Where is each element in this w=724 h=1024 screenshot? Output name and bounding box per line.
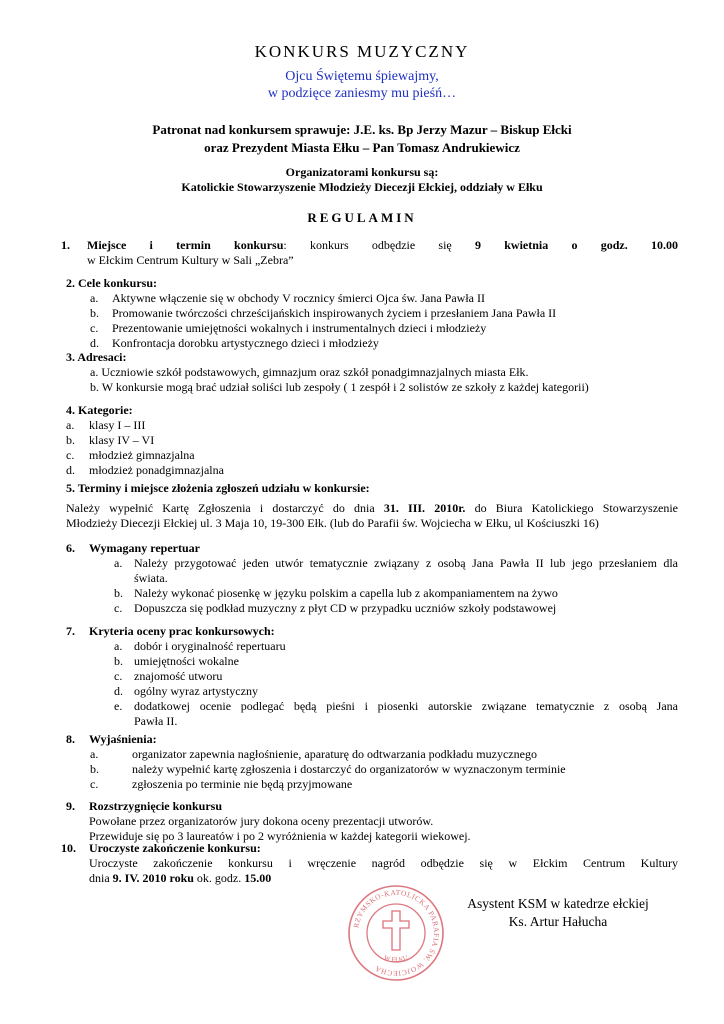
section-10-heading: Uroczyste zakończenie konkursu: xyxy=(89,841,261,855)
list-item-letter: c. xyxy=(66,448,75,462)
organizers-label: Organizatorami konkursu są: xyxy=(285,165,439,179)
list-item-letter: a. xyxy=(90,747,99,761)
section-5-text-after: do Biura Katolickiego Stowarzyszenie xyxy=(465,501,679,515)
section-10-number: 10. xyxy=(61,841,76,855)
list-item-letter: b. xyxy=(66,433,75,447)
section-10-text: dnia xyxy=(89,871,113,885)
stamp-graphic xyxy=(346,883,446,983)
section-10-date: 9. IV. 2010 roku xyxy=(112,871,194,885)
list-item-letter: a. xyxy=(90,291,99,305)
list-item-letter: d. xyxy=(114,684,123,698)
section-1-line-1 xyxy=(87,238,678,253)
list-item: należy wypełnić kartę zgłoszenia i dostarczyć do organizatorów w wyznaczonym terminie xyxy=(132,762,566,776)
list-item-letter: b. xyxy=(114,654,123,668)
list-item-letter: a. xyxy=(66,418,75,432)
list-item-letter: d. xyxy=(90,336,99,350)
section-6-number: 6. xyxy=(66,541,75,555)
section-5-line-1 xyxy=(66,501,678,516)
signature-title: Asystent KSM w katedrze ełckiej xyxy=(467,896,649,911)
cross-icon xyxy=(383,911,409,950)
list-item: klasy IV – VI xyxy=(89,433,155,447)
document-title: KONKURS MUZYCZNY xyxy=(254,42,470,61)
section-1-number: 1. xyxy=(61,238,70,252)
list-item-letter: d. xyxy=(66,463,75,477)
list-item: znajomość utworu xyxy=(134,669,223,683)
list-item: Należy wykonać piosenkę w języku polskim a capella lub z akompaniamentem na żywo xyxy=(134,586,558,600)
section-2-heading: 2. Cele konkursu: xyxy=(66,276,158,290)
section-9-line-2: Przewiduje się po 3 laureatów i po 2 wyróżnienia w każdej kategorii wiekowej. xyxy=(89,829,471,843)
list-item: umiejętności wokalne xyxy=(134,654,239,668)
section-9-line-1: Powołane przez organizatorów jury dokona oceny prezentacji utworów. xyxy=(89,814,434,828)
motto-line-1: Ojcu Świętemu śpiewajmy, xyxy=(285,69,439,84)
list-item: dobór i oryginalność repertuaru xyxy=(134,639,286,653)
list-item-letter: b. xyxy=(90,306,99,320)
list-item: ogólny wyraz artystyczny xyxy=(134,684,258,698)
section-1-date: 9 kwietnia o godz. 10.00 xyxy=(475,238,678,252)
section-1-heading: Miejsce i termin konkursu xyxy=(87,238,284,252)
list-item-continued: świata. xyxy=(134,571,168,585)
list-item: b. W konkursie mogą brać udział soliści lub zespoły ( 1 zespół i 2 solistów ze szkoły z każdej kategorii) xyxy=(90,380,589,394)
list-item-continued: Pawła II. xyxy=(134,714,178,728)
section-3-heading: 3. Adresaci: xyxy=(66,350,127,364)
section-5-deadline: 31. III. 2010r. xyxy=(383,501,466,515)
signature-name: Ks. Artur Hałucha xyxy=(508,914,608,929)
stamp-bottom-text: W EŁKU xyxy=(383,954,409,964)
section-8-number: 8. xyxy=(66,732,75,746)
section-5-heading: 5. Terminy i miejsce złożenia zgłoszeń udziału w konkursie: xyxy=(66,481,370,495)
list-item: Dopuszcza się podkład muzyczny z płyt CD w przypadku uczniów szkoły podstawowej xyxy=(134,601,557,615)
list-item-letter: c. xyxy=(114,669,123,683)
list-item: a. Uczniowie szkół podstawowych, gimnazjum oraz szkół ponadgimnazjalnych miasta Ełk. xyxy=(90,365,529,379)
list-item-letter: c. xyxy=(114,601,123,615)
list-item-letter: a. xyxy=(114,639,123,653)
section-6-heading: Wymagany repertuar xyxy=(89,541,200,555)
parish-stamp xyxy=(346,883,446,983)
section-7-number: 7. xyxy=(66,624,75,638)
list-item: Należy przygotować jeden utwór tematycznie związany z osobą Jana Pawła II lub jego przesłaniem dla xyxy=(134,556,678,570)
organizers: Katolickie Stowarzyszenie Młodzieży Diecezji Ełckiej, oddziały w Ełku xyxy=(181,180,543,194)
section-4-heading: 4. Kategorie: xyxy=(66,403,133,417)
patronage-line-2: oraz Prezydent Miasta Ełku – Pan Tomasz Andrukiewicz xyxy=(204,140,520,155)
list-item: Aktywne włączenie się w obchody V rocznicy śmierci Ojca św. Jana Pawła II xyxy=(112,291,485,305)
list-item-letter: c. xyxy=(90,321,99,335)
section-10-time: 15.00 xyxy=(244,871,272,885)
section-9-number: 9. xyxy=(66,799,75,813)
stamp-ring-text: RZYMSKO-KATOLICKA PARAFIA ŚW. WOJCIECHA xyxy=(351,887,442,979)
list-item: Promowanie twórczości chrześcijańskich inspirowanych życiem i przesłaniem Jana Pawła II xyxy=(112,306,557,320)
list-item-letter: a. xyxy=(114,556,123,570)
patronage-line-1: Patronat nad konkursem sprawuje: J.E. ks. Bp Jerzy Mazur – Biskup Ełcki xyxy=(152,122,572,137)
section-8-heading: Wyjaśnienia: xyxy=(89,732,157,746)
list-item-letter: b. xyxy=(90,762,99,776)
section-10-line-1: Uroczyste zakończenie konkursu i wręczenie nagród odbędzie się w Ełckim Centrum Kultury xyxy=(89,856,678,870)
section-1-line-2: w Ełckim Centrum Kultury w Sali „Zebra” xyxy=(87,253,294,267)
list-item: Konfrontacja dorobku artystycznego dzieci i młodzieży xyxy=(112,336,379,350)
section-7-heading: Kryteria oceny prac konkursowych: xyxy=(89,624,275,638)
list-item: młodzież gimnazjalna xyxy=(89,448,195,462)
list-item: organizator zapewnia nagłośnienie, aparaturę do odtwarzania podkładu muzycznego xyxy=(132,747,537,761)
motto-line-2: w podzięce zaniesmy mu pieśń… xyxy=(267,86,457,101)
list-item-letter: e. xyxy=(114,699,123,713)
list-item-letter: b. xyxy=(114,586,123,600)
list-item: dodatkowej ocenie podlegać będą pieśni i piosenki autorskie związane tematycznie z osobą Jana xyxy=(134,699,678,713)
section-1-text: : konkurs odbędzie się xyxy=(283,238,476,252)
regulations-heading: REGULAMIN xyxy=(307,210,417,225)
section-5-text: Należy wypełnić Kartę Zgłoszenia i dostarczyć do dnia xyxy=(66,501,384,515)
list-item-letter: c. xyxy=(90,777,99,791)
list-item: klasy I – III xyxy=(89,418,146,432)
section-10-text-mid: ok. godz. xyxy=(193,871,245,885)
list-item: młodzież ponadgimnazjalna xyxy=(89,463,224,477)
list-item: zgłoszenia po terminie nie będą przyjmowane xyxy=(132,777,353,791)
section-10-line-2 xyxy=(89,871,271,886)
section-5-line-2: Młodzieży Diecezji Ełckiej ul. 3 Maja 10, 19-300 Ełk. (lub do Parafii św. Wojciecha w Ełku, ul Kościuszki 16) xyxy=(66,516,599,530)
list-item: Prezentowanie umiejętności wokalnych i instrumentalnych dzieci i młodzieży xyxy=(112,321,487,335)
section-9-heading: Rozstrzygnięcie konkursu xyxy=(89,799,222,813)
